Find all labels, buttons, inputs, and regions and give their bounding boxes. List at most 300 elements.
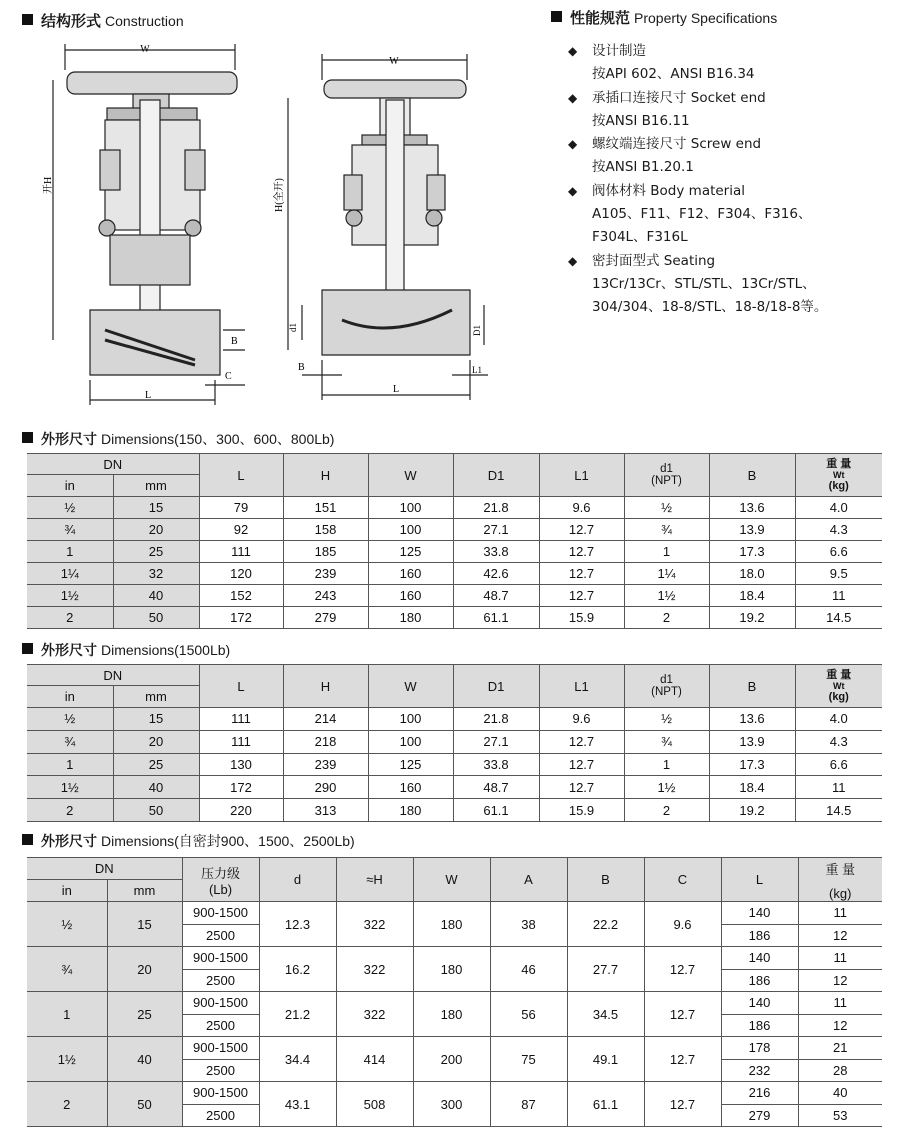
table-cell-l: 140: [721, 992, 798, 1015]
spec-line: F304L、F316L: [592, 229, 688, 246]
label-L1: L1: [472, 365, 482, 375]
header-class-unit: (Lb): [208, 881, 233, 897]
table-cell-weight: 11: [798, 992, 882, 1015]
bullet-square-icon: [22, 14, 33, 25]
table-cell: 12.7: [539, 753, 624, 776]
table-cell: 21.8: [453, 708, 539, 731]
header-b: B: [709, 454, 795, 497]
table-cell: 50: [113, 799, 199, 822]
header-weight-unit: (kg): [828, 479, 849, 492]
header-l: L: [199, 665, 283, 708]
spec-item-design: [568, 40, 898, 87]
table-cell-weight: 11: [798, 902, 882, 925]
diamond-bullet-icon: ◆: [568, 90, 578, 105]
spec-line: 按ANSI B1.20.1: [592, 159, 694, 176]
table-row: [27, 497, 882, 519]
table-cell: 20: [113, 730, 199, 753]
header-b: B: [709, 665, 795, 708]
dimensions-table-3: [27, 857, 882, 1127]
table-cell: 4.0: [795, 708, 882, 731]
table3-title-cn: 外形尺寸: [41, 834, 97, 850]
table-cell-weight: 28: [798, 1059, 882, 1082]
table-cell: 15: [113, 497, 199, 519]
header-d1-npt: [624, 454, 709, 497]
table-cell: 61.1: [453, 607, 539, 629]
table-cell-a: 87: [490, 1082, 567, 1127]
header-mm: mm: [113, 475, 199, 497]
table-cell: 15.9: [539, 607, 624, 629]
table-cell: 9.6: [539, 497, 624, 519]
table-cell: 1: [27, 753, 113, 776]
header-w: W: [413, 858, 490, 902]
spec-line: 螺纹端连接尺寸 Screw end: [592, 136, 762, 153]
table-cell-class: 900-1500: [182, 992, 259, 1015]
header-d: d: [259, 858, 336, 902]
table-cell-h: 414: [336, 1037, 413, 1082]
table-cell-mm: 25: [107, 992, 182, 1037]
header-mm: mm: [107, 880, 182, 902]
table-cell: 2: [27, 799, 113, 822]
table-cell: 1½: [27, 776, 113, 799]
table-cell-l: 186: [721, 969, 798, 992]
table-cell-in: ¾: [27, 947, 107, 992]
table-row: [27, 902, 882, 925]
table-cell: 100: [368, 730, 453, 753]
table-cell: 25: [113, 753, 199, 776]
table-row: [27, 799, 882, 822]
header-weight: [795, 665, 882, 708]
table-cell: 160: [368, 776, 453, 799]
table-cell: 12.7: [539, 563, 624, 585]
table-cell-class: 2500: [182, 924, 259, 947]
table-cell: 25: [113, 541, 199, 563]
table-cell: 21.8: [453, 497, 539, 519]
table-cell-class: 2500: [182, 1059, 259, 1082]
table1-body: [27, 497, 882, 629]
header-a: A: [490, 858, 567, 902]
table-cell: 120: [199, 563, 283, 585]
table-cell-h: 322: [336, 902, 413, 947]
header-b: B: [567, 858, 644, 902]
header-in: in: [27, 686, 113, 708]
table-cell: ¾: [27, 519, 113, 541]
table-cell-w: 200: [413, 1037, 490, 1082]
valve-drawing-right: [262, 40, 492, 410]
table-cell-class: 2500: [182, 969, 259, 992]
spec-line: 设计制造: [592, 43, 646, 59]
table-cell-w: 300: [413, 1082, 490, 1127]
table1-heading: [22, 429, 334, 449]
table-cell-weight: 12: [798, 969, 882, 992]
diamond-bullet-icon: ◆: [568, 137, 578, 152]
label-h-open: 开H: [43, 176, 54, 194]
header-d1-npt: [624, 665, 709, 708]
header-l1: L1: [539, 454, 624, 497]
diamond-bullet-icon: ◆: [568, 183, 578, 198]
table2-title-cn: 外形尺寸: [41, 643, 97, 659]
header-weight-cn: 重 量: [826, 457, 852, 470]
table-cell: 172: [199, 607, 283, 629]
table-row: [27, 753, 882, 776]
table-cell-b: 22.2: [567, 902, 644, 947]
table-cell: 1½: [624, 776, 709, 799]
spec-item-seating: [568, 250, 898, 320]
table-cell: 14.5: [795, 607, 882, 629]
table-cell: ½: [27, 497, 113, 519]
table2-title-en: Dimensions(1500Lb): [101, 642, 231, 658]
table-cell-w: 180: [413, 902, 490, 947]
table-cell-mm: 20: [107, 947, 182, 992]
table-cell-in: 2: [27, 1082, 107, 1127]
table-cell-class: 900-1500: [182, 902, 259, 925]
header-weight-unit: (kg): [828, 690, 849, 703]
table-cell: 180: [368, 607, 453, 629]
table-cell: ½: [624, 708, 709, 731]
table-cell: 1½: [624, 585, 709, 607]
table-cell: 18.0: [709, 563, 795, 585]
header-pressure-class: [182, 858, 259, 902]
table-cell-d: 43.1: [259, 1082, 336, 1127]
table-cell-class: 900-1500: [182, 947, 259, 970]
table-cell-weight: 21: [798, 1037, 882, 1060]
table-cell: 4.3: [795, 519, 882, 541]
spec-item-body-material: [568, 180, 898, 250]
table-cell: 9.6: [539, 708, 624, 731]
table-cell-b: 61.1: [567, 1082, 644, 1127]
header-in: in: [27, 880, 107, 902]
header-approx-h: ≈H: [336, 858, 413, 902]
table-row: [27, 607, 882, 629]
label-b: B: [231, 336, 238, 347]
header-weight: [795, 454, 882, 497]
table-cell: 125: [368, 753, 453, 776]
table2-body: [27, 708, 882, 822]
table-cell: 152: [199, 585, 283, 607]
table-cell-c: 9.6: [644, 902, 721, 947]
label-b-right: B: [298, 362, 305, 373]
table-cell: 19.2: [709, 607, 795, 629]
table-cell: 13.9: [709, 519, 795, 541]
table-cell: 33.8: [453, 541, 539, 563]
table-cell: 218: [283, 730, 368, 753]
table3-heading: [22, 831, 355, 851]
table-cell-weight: 11: [798, 947, 882, 970]
table-cell-in: ½: [27, 902, 107, 947]
table-cell: 243: [283, 585, 368, 607]
table-cell: 12.7: [539, 519, 624, 541]
header-dn: DN: [27, 858, 182, 880]
spec-line: 承插口连接尺寸 Socket end: [592, 89, 766, 106]
table-cell: 13.9: [709, 730, 795, 753]
spec-item-socket-end: [568, 87, 898, 134]
table-row: [27, 1037, 882, 1060]
table-cell-weight: 40: [798, 1082, 882, 1105]
header-dn: DN: [27, 665, 199, 686]
header-weight-cn: 重 量: [826, 668, 852, 681]
construction-heading: [22, 10, 184, 31]
label-l-right: L: [392, 384, 400, 395]
table-cell: 100: [368, 519, 453, 541]
table-cell-mm: 50: [107, 1082, 182, 1127]
dimensions-table-1: [27, 453, 882, 629]
table-cell: 4.3: [795, 730, 882, 753]
table-cell: 111: [199, 708, 283, 731]
table-cell: 111: [199, 730, 283, 753]
table-cell-a: 56: [490, 992, 567, 1037]
table-cell-l: 232: [721, 1059, 798, 1082]
table-cell: 158: [283, 519, 368, 541]
table-cell-mm: 15: [107, 902, 182, 947]
table-cell-class: 2500: [182, 1104, 259, 1127]
table-row: [27, 585, 882, 607]
header-d1-upper: D1: [453, 665, 539, 708]
table2-heading: [22, 640, 230, 660]
table-cell: 1: [624, 753, 709, 776]
table-cell: 185: [283, 541, 368, 563]
header-npt-label: (NPT): [651, 475, 682, 487]
table-cell-d: 16.2: [259, 947, 336, 992]
table-cell: 160: [368, 585, 453, 607]
table-cell-c: 12.7: [644, 992, 721, 1037]
header-w: W: [368, 665, 453, 708]
spec-line: 按ANSI B16.11: [592, 112, 690, 129]
construction-title-cn: 结构形式: [41, 12, 102, 30]
table-cell: 220: [199, 799, 283, 822]
table-row: [27, 708, 882, 731]
table-cell: 17.3: [709, 541, 795, 563]
table-cell: 12.7: [539, 541, 624, 563]
table-cell: 2: [624, 799, 709, 822]
table-cell: 160: [368, 563, 453, 585]
table-cell: 239: [283, 563, 368, 585]
header-mm: mm: [113, 686, 199, 708]
table-cell-l: 216: [721, 1082, 798, 1105]
dimensions-table-2: [27, 664, 882, 822]
table3-title-en: Dimensions(自密封900、1500、2500Lb): [101, 833, 355, 849]
header-c: C: [644, 858, 721, 902]
valve-drawing-left: [45, 40, 260, 410]
table-cell: 1½: [27, 585, 113, 607]
header-weight-en: Wt: [833, 680, 845, 691]
table-cell-l: 140: [721, 902, 798, 925]
table-row: [27, 563, 882, 585]
table-cell: 27.1: [453, 730, 539, 753]
header-h: H: [283, 665, 368, 708]
table-cell-w: 180: [413, 992, 490, 1037]
table-cell: 13.6: [709, 708, 795, 731]
spec-line: 按API 602、ANSI B16.34: [592, 66, 755, 83]
table-cell: 48.7: [453, 585, 539, 607]
label-c: C: [225, 371, 232, 382]
table-cell: 33.8: [453, 753, 539, 776]
table-cell: 18.4: [709, 776, 795, 799]
table-cell-d: 12.3: [259, 902, 336, 947]
table-cell: 12.7: [539, 730, 624, 753]
header-h: H: [283, 454, 368, 497]
table-cell: 290: [283, 776, 368, 799]
table-cell: 100: [368, 497, 453, 519]
table-cell: 1: [27, 541, 113, 563]
table-cell: ¾: [624, 519, 709, 541]
table-cell: 11: [795, 585, 882, 607]
table-cell-mm: 40: [107, 1037, 182, 1082]
label-w-right: W: [389, 56, 399, 67]
label-l: L: [144, 390, 152, 401]
table-row: [27, 519, 882, 541]
table-cell: ½: [27, 708, 113, 731]
spec-line: 13Cr/13Cr、STL/STL、13Cr/STL、: [592, 275, 816, 292]
table3-body: [27, 902, 882, 1127]
header-weight: [798, 858, 882, 902]
table-cell-h: 508: [336, 1082, 413, 1127]
table-cell: 279: [283, 607, 368, 629]
table-row: [27, 730, 882, 753]
bullet-square-icon: [22, 432, 33, 443]
table-cell-b: 34.5: [567, 992, 644, 1037]
diamond-bullet-icon: ◆: [568, 44, 578, 58]
table-cell: 32: [113, 563, 199, 585]
property-title-cn: 性能规范: [570, 9, 631, 27]
table-cell-c: 12.7: [644, 947, 721, 992]
table-cell: 27.1: [453, 519, 539, 541]
table-cell: 15: [113, 708, 199, 731]
table-cell: 40: [113, 585, 199, 607]
header-weight-unit: (kg): [829, 885, 852, 901]
table-cell: 1: [624, 541, 709, 563]
label-h-full-open: H(全开): [274, 178, 285, 212]
table-cell-l: 279: [721, 1104, 798, 1127]
header-d1-label: d1: [660, 463, 673, 475]
header-in: in: [27, 475, 113, 497]
table-cell: 313: [283, 799, 368, 822]
spec-line: A105、F11、F12、F304、F316、: [592, 206, 812, 223]
table-cell-l: 186: [721, 1014, 798, 1037]
header-l1: L1: [539, 665, 624, 708]
bullet-square-icon: [551, 11, 562, 22]
label-d1: d1: [288, 323, 298, 332]
table-cell-class: 900-1500: [182, 1082, 259, 1105]
table-cell: 130: [199, 753, 283, 776]
table-cell: 172: [199, 776, 283, 799]
table-cell-a: 75: [490, 1037, 567, 1082]
table-cell: 20: [113, 519, 199, 541]
table-cell-class: 2500: [182, 1014, 259, 1037]
label-D1: D1: [472, 325, 482, 336]
table-cell: 17.3: [709, 753, 795, 776]
table-cell-in: 1½: [27, 1037, 107, 1082]
table-cell: 214: [283, 708, 368, 731]
table-cell: 1¼: [624, 563, 709, 585]
table-cell: 15.9: [539, 799, 624, 822]
bullet-square-icon: [22, 834, 33, 845]
table-cell-weight: 53: [798, 1104, 882, 1127]
table-cell: 2: [27, 607, 113, 629]
table-cell: 1¼: [27, 563, 113, 585]
table-cell: 125: [368, 541, 453, 563]
table-cell-b: 49.1: [567, 1037, 644, 1082]
table-cell: ¾: [27, 730, 113, 753]
table-cell: 239: [283, 753, 368, 776]
header-l: L: [721, 858, 798, 902]
table-cell-b: 27.7: [567, 947, 644, 992]
table-cell: 6.6: [795, 541, 882, 563]
header-dn: DN: [27, 454, 199, 475]
table-row: [27, 992, 882, 1015]
table-cell: 61.1: [453, 799, 539, 822]
header-weight-en: Wt: [833, 469, 845, 480]
table-cell: ¾: [624, 730, 709, 753]
header-w: W: [368, 454, 453, 497]
table-cell: 13.6: [709, 497, 795, 519]
header-d1-label: d1: [660, 674, 673, 686]
table-cell: 12.7: [539, 776, 624, 799]
table-cell: 11: [795, 776, 882, 799]
table-cell: 42.6: [453, 563, 539, 585]
property-specs-list: [568, 40, 898, 320]
table-cell-d: 21.2: [259, 992, 336, 1037]
table-cell-l: 178: [721, 1037, 798, 1060]
table-cell: 2: [624, 607, 709, 629]
table-cell-l: 140: [721, 947, 798, 970]
spec-line: 密封面型式 Seating: [592, 252, 716, 269]
table-cell-class: 900-1500: [182, 1037, 259, 1060]
table-cell: 19.2: [709, 799, 795, 822]
table-cell: 151: [283, 497, 368, 519]
header-l: L: [199, 454, 283, 497]
header-npt-label: (NPT): [651, 686, 682, 698]
table-cell-weight: 12: [798, 924, 882, 947]
table-cell-weight: 12: [798, 1014, 882, 1037]
table-cell-a: 46: [490, 947, 567, 992]
table-cell: 48.7: [453, 776, 539, 799]
table-cell: 6.6: [795, 753, 882, 776]
table-cell: 92: [199, 519, 283, 541]
table-cell: 40: [113, 776, 199, 799]
table-cell: 4.0: [795, 497, 882, 519]
table-cell: ½: [624, 497, 709, 519]
spec-line: 阀体材料 Body material: [592, 182, 746, 199]
spec-item-screw-end: [568, 133, 898, 180]
table-cell-h: 322: [336, 947, 413, 992]
table-cell-h: 322: [336, 992, 413, 1037]
table1-title-cn: 外形尺寸: [41, 432, 97, 448]
property-title-en: Property Specifications: [634, 10, 778, 26]
construction-title-en: Construction: [105, 13, 184, 29]
table-row: [27, 947, 882, 970]
table-cell-a: 38: [490, 902, 567, 947]
table-cell-c: 12.7: [644, 1037, 721, 1082]
table-row: [27, 1082, 882, 1105]
table-cell-c: 12.7: [644, 1082, 721, 1127]
diamond-bullet-icon: ◆: [568, 253, 578, 268]
table-row: [27, 776, 882, 799]
table-cell-in: 1: [27, 992, 107, 1037]
table-cell: 14.5: [795, 799, 882, 822]
table1-title-en: Dimensions(150、300、600、800Lb): [101, 431, 335, 447]
table-cell: 79: [199, 497, 283, 519]
header-class-cn: 压力级: [200, 865, 240, 881]
table-cell-l: 186: [721, 924, 798, 947]
table-cell: 111: [199, 541, 283, 563]
table-cell: 100: [368, 708, 453, 731]
table-cell-w: 180: [413, 947, 490, 992]
header-weight-cn: 重 量: [825, 861, 856, 877]
table-cell: 9.5: [795, 563, 882, 585]
header-d1-upper: D1: [453, 454, 539, 497]
table-cell: 50: [113, 607, 199, 629]
table-cell: 180: [368, 799, 453, 822]
bullet-square-icon: [22, 643, 33, 654]
